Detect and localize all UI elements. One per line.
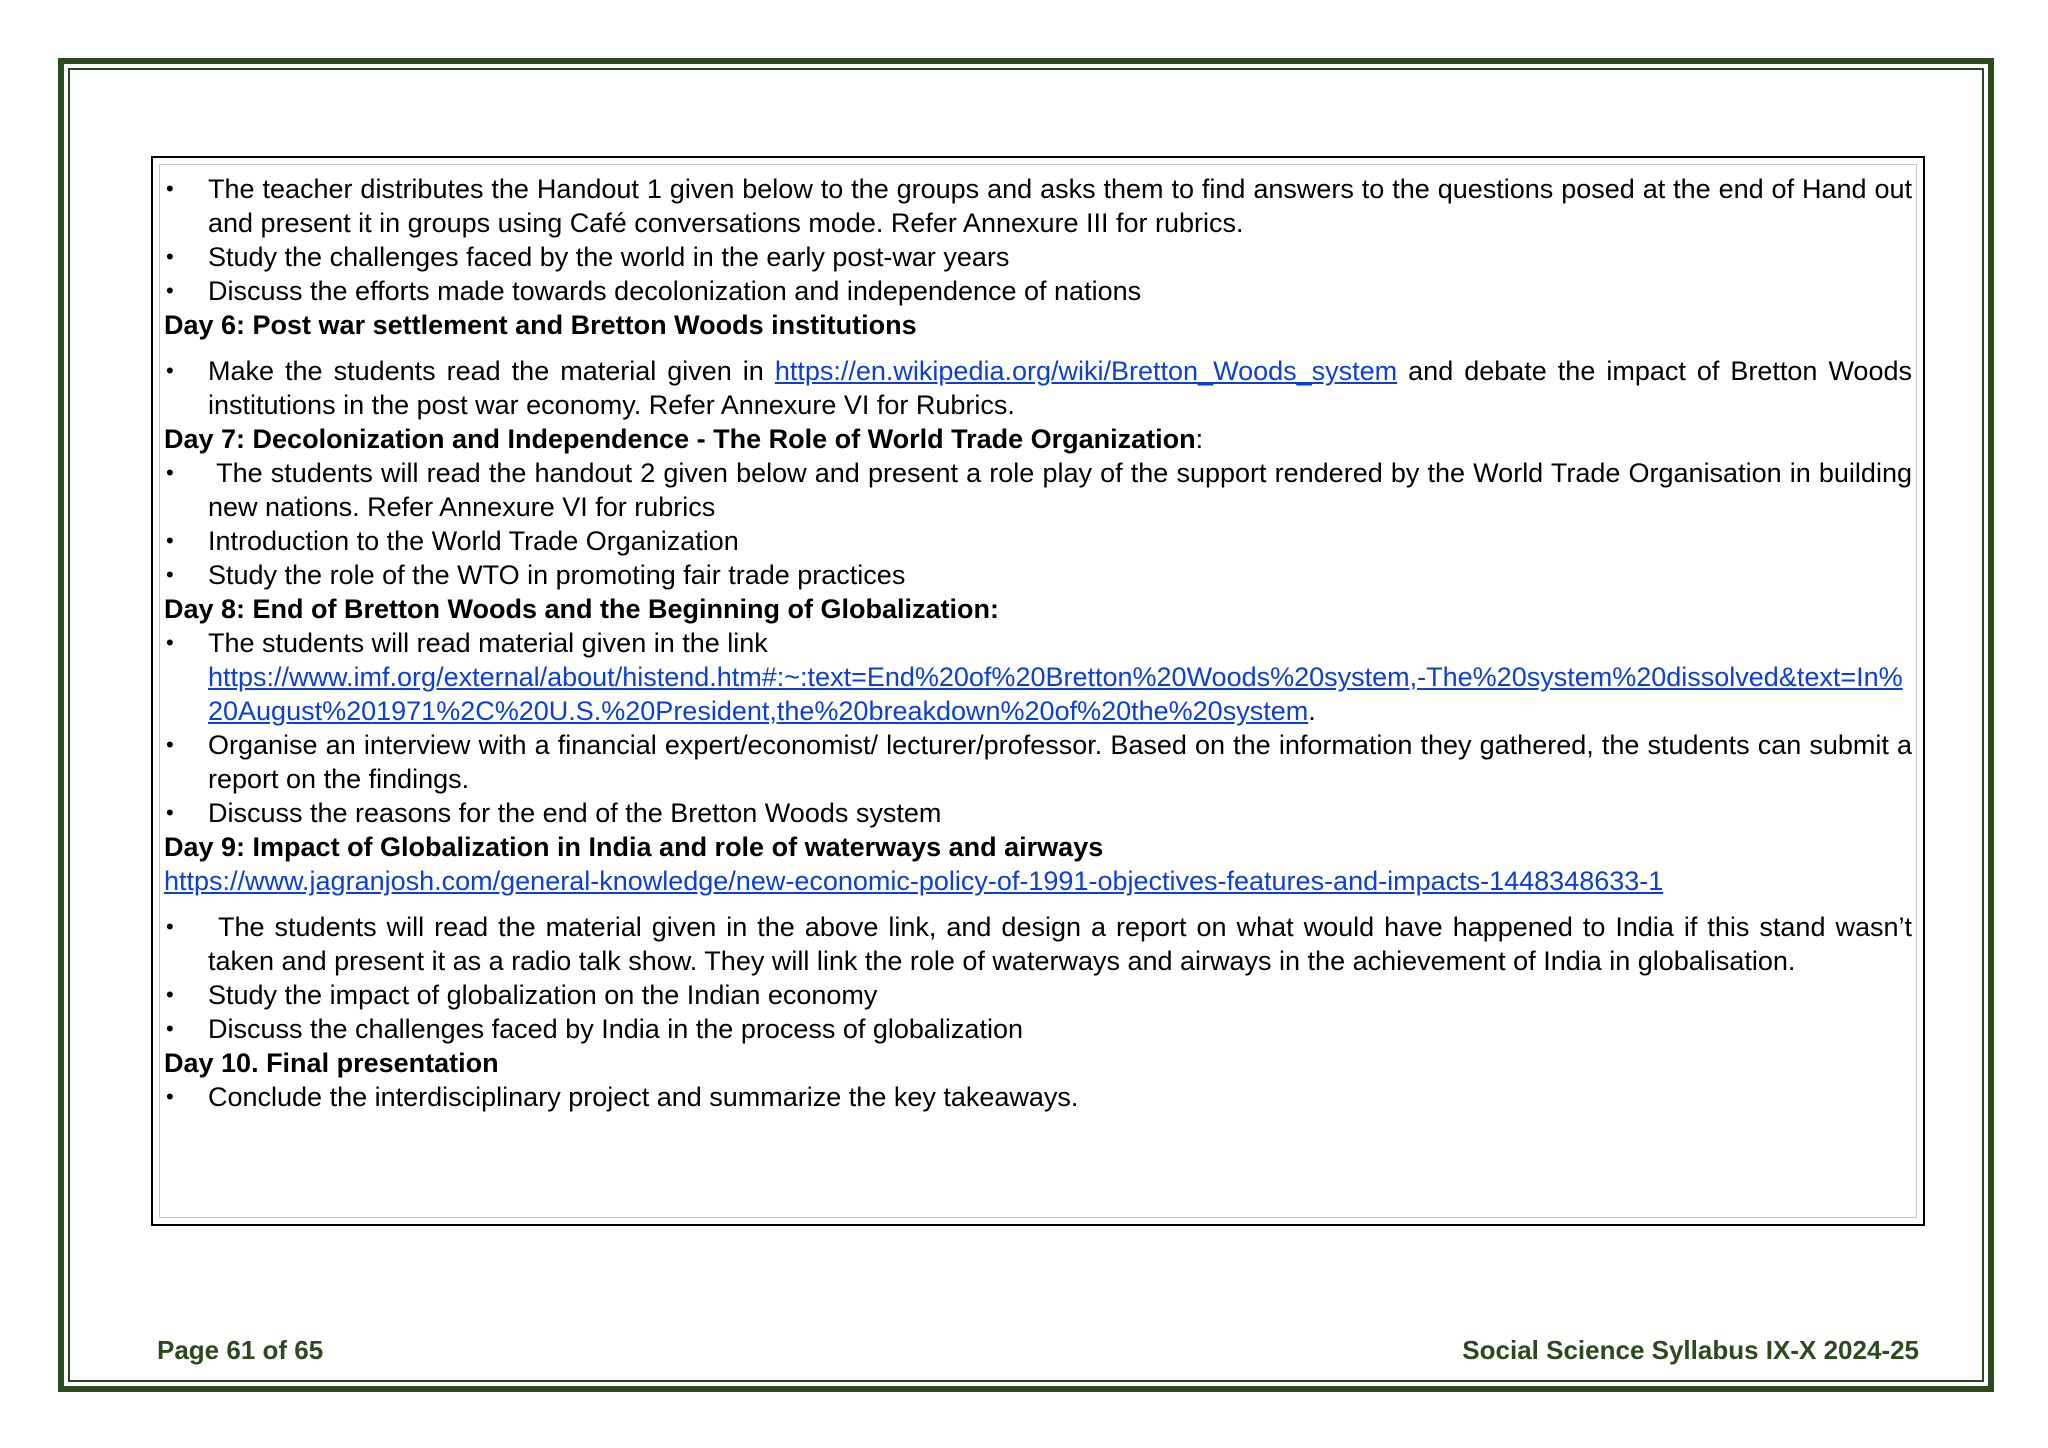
section-heading-day-7: Day 7: Decolonization and Independence - The Role of World Trade Organization: — [164, 424, 1204, 454]
list-item: • Study the challenges faced by the world in the early post-war years — [164, 240, 1912, 274]
list-item: • Make the students read the material given in https://en.wikipedia.org/wiki/Bretton_Woods_system and debate the impact of Bretton Woods institutions in the post war economy. Refer Annexure VI for Rubrics. — [164, 354, 1912, 422]
list-item: • Study the impact of globalization on the Indian economy — [164, 978, 1912, 1012]
document-content — [164, 172, 1912, 1114]
list-item: • The students will read the handout 2 given below and present a role play of the support rendered by the World Trade Organisation in building new nations. Refer Annexure VI for rubrics — [164, 456, 1912, 524]
list-item: • Introduction to the World Trade Organization — [164, 524, 1912, 558]
document-title-footer: Social Science Syllabus IX-X 2024-25 — [1462, 1335, 1919, 1365]
imf-history-link[interactable]: https://www.imf.org/external/about/histend.htm#:~:text=End%20of%20Bretton%20Woods%20system,-The%20system%20dissolved&text=In%20August%201971%2C%20U.S.%20President,the%20breakdown%20of%20the%20system — [208, 662, 1903, 726]
section-heading-day-10: Day 10. Final presentation — [164, 1048, 499, 1078]
list-item: • The teacher distributes the Handout 1 given below to the groups and asks them to find answers to the questions posed at the end of Hand out and present it in groups using Café conversations mode. Refer Annexure III for rubrics. — [164, 172, 1912, 240]
page-number: Page 61 of 65 — [157, 1335, 324, 1365]
list-item: • Discuss the efforts made towards decolonization and independence of nations — [164, 274, 1912, 308]
jagranjosh-link-line — [164, 864, 1912, 898]
section-heading-day-8: Day 8: End of Bretton Woods and the Beginning of Globalization: — [164, 594, 999, 624]
jagranjosh-link[interactable]: https://www.jagranjosh.com/general-knowledge/new-economic-policy-of-1991-objectives-features-and-impacts-1448348633-1 — [164, 866, 1664, 896]
wikipedia-bretton-woods-link[interactable]: https://en.wikipedia.org/wiki/Bretton_Woods_system — [774, 356, 1398, 386]
list-item: • Organise an interview with a financial expert/economist/ lecturer/professor. Based on the information they gathered, the students can submit a report on the findings. — [164, 728, 1912, 796]
list-item: • Discuss the reasons for the end of the Bretton Woods system — [164, 796, 1912, 830]
list-item: • Discuss the challenges faced by India in the process of globalization — [164, 1012, 1912, 1046]
list-item: • Conclude the interdisciplinary project and summarize the key takeaways. — [164, 1080, 1912, 1114]
list-item: • Study the role of the WTO in promoting fair trade practices — [164, 558, 1912, 592]
section-heading-day-9: Day 9: Impact of Globalization in India and role of waterways and airways — [164, 832, 1104, 862]
list-item: • The students will read the material given in the above link, and design a report on what would have happened to India if this stand wasn’t taken and present it as a radio talk show. They will link the role of waterways and airways in the achievement of India in globalisation. — [164, 910, 1912, 978]
section-heading-day-6: Day 6: Post war settlement and Bretton Woods institutions — [164, 310, 917, 340]
list-item: • The students will read material given in the link https://www.imf.org/external/about/histend.htm#:~:text=End%20of%20Bretton%20Woods%20system,-The%20system%20dissolved&text=In%20August%201971%2C%20U.S.%20President,the%20breakdown%20of%20the%20system. — [164, 626, 1912, 728]
